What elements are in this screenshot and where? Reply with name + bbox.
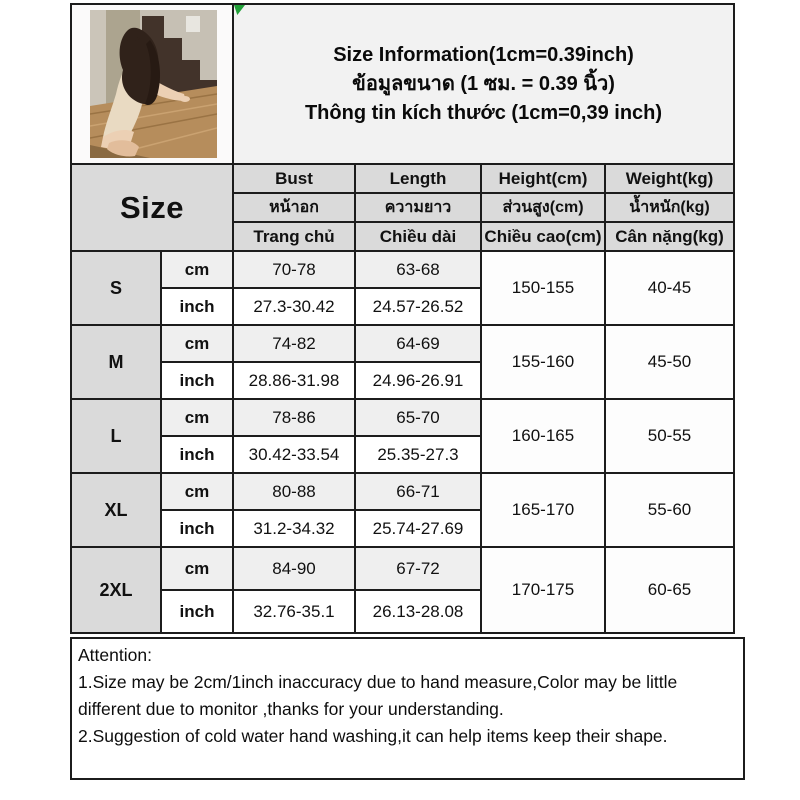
row-l-cm	[71, 399, 734, 436]
header-height-en: Height(cm)	[481, 164, 605, 193]
cell-s-length-inch: 24.57-26.52	[355, 288, 481, 325]
cell-xl-height: 165-170	[481, 473, 605, 547]
cell-s-weight: 40-45	[605, 251, 734, 325]
attention-heading: Attention:	[78, 645, 152, 665]
header-weight-th: น้ำหนัก(kg)	[605, 193, 734, 222]
cell-m-weight: 45-50	[605, 325, 734, 399]
title-cell	[233, 4, 734, 164]
unit-cm: cm	[161, 473, 233, 510]
cell-l-bust-cm: 78-86	[233, 399, 355, 436]
cell-l-weight: 50-55	[605, 399, 734, 473]
cell-xl-length-cm: 66-71	[355, 473, 481, 510]
cell-l-height: 160-165	[481, 399, 605, 473]
size-label-xl: XL	[71, 473, 161, 547]
product-photo-cell	[71, 4, 233, 164]
cell-2xl-weight: 60-65	[605, 547, 734, 633]
size-chart-sheet	[70, 3, 733, 780]
size-header: Size	[71, 164, 233, 251]
header-length-vi: Chiều dài	[355, 222, 481, 251]
cell-xl-bust-cm: 80-88	[233, 473, 355, 510]
size-label-2xl: 2XL	[71, 547, 161, 633]
cell-l-length-cm: 65-70	[355, 399, 481, 436]
unit-cm: cm	[161, 399, 233, 436]
row-xl-cm	[71, 473, 734, 510]
cell-2xl-bust-cm: 84-90	[233, 547, 355, 590]
cell-2xl-length-inch: 26.13-28.08	[355, 590, 481, 633]
cell-m-height: 155-160	[481, 325, 605, 399]
size-label-l: L	[71, 399, 161, 473]
attention-note-1: 1.Size may be 2cm/1inch inaccuracy due to hand measure,Color may be little different due to monitor ,thanks for your understanding.	[78, 672, 678, 719]
unit-inch: inch	[161, 288, 233, 325]
cell-l-length-inch: 25.35-27.3	[355, 436, 481, 473]
cell-xl-length-inch: 25.74-27.69	[355, 510, 481, 547]
cell-m-bust-inch: 28.86-31.98	[233, 362, 355, 399]
attention-box	[70, 637, 745, 780]
cell-xl-weight: 55-60	[605, 473, 734, 547]
header-length-th: ความยาว	[355, 193, 481, 222]
cell-2xl-length-cm: 67-72	[355, 547, 481, 590]
row-s-cm	[71, 251, 734, 288]
header-weight-vi: Cân nặng(kg)	[605, 222, 734, 251]
header-bust-vi: Trang chủ	[233, 222, 355, 251]
cell-2xl-bust-inch: 32.76-35.1	[233, 590, 355, 633]
cell-s-bust-inch: 27.3-30.42	[233, 288, 355, 325]
header-bust-th: หน้าอก	[233, 193, 355, 222]
unit-cm: cm	[161, 251, 233, 288]
cell-m-bust-cm: 74-82	[233, 325, 355, 362]
header-bust-en: Bust	[233, 164, 355, 193]
cell-s-bust-cm: 70-78	[233, 251, 355, 288]
cell-xl-bust-inch: 31.2-34.32	[233, 510, 355, 547]
row-2xl-cm	[71, 547, 734, 590]
cell-s-length-cm: 63-68	[355, 251, 481, 288]
size-label-m: M	[71, 325, 161, 399]
cell-l-bust-inch: 30.42-33.54	[233, 436, 355, 473]
size-label-s: S	[71, 251, 161, 325]
row-m-cm	[71, 325, 734, 362]
cell-s-height: 150-155	[481, 251, 605, 325]
cell-m-length-cm: 64-69	[355, 325, 481, 362]
cell-m-length-inch: 24.96-26.91	[355, 362, 481, 399]
header-row-en	[71, 164, 734, 193]
unit-inch: inch	[161, 436, 233, 473]
cell-2xl-height: 170-175	[481, 547, 605, 633]
unit-cm: cm	[161, 325, 233, 362]
title-th: ข้อมูลขนาด (1 ซม. = 0.39 นิ้ว)	[352, 72, 615, 95]
header-weight-en: Weight(kg)	[605, 164, 734, 193]
title-en: Size Information(1cm=0.39inch)	[333, 43, 634, 66]
header-length-en: Length	[355, 164, 481, 193]
attention-note-2: 2.Suggestion of cold water hand washing,it can help items keep their shape.	[78, 726, 668, 746]
unit-inch: inch	[161, 510, 233, 547]
header-height-th: ส่วนสูง(cm)	[481, 193, 605, 222]
header-height-vi: Chiều cao(cm)	[481, 222, 605, 251]
unit-inch: inch	[161, 362, 233, 399]
unit-cm: cm	[161, 547, 233, 590]
title-vi: Thông tin kích thước (1cm=0,39 inch)	[304, 101, 663, 124]
title-row	[71, 4, 734, 164]
size-table	[70, 3, 735, 634]
product-photo	[90, 10, 217, 158]
unit-inch: inch	[161, 590, 233, 633]
